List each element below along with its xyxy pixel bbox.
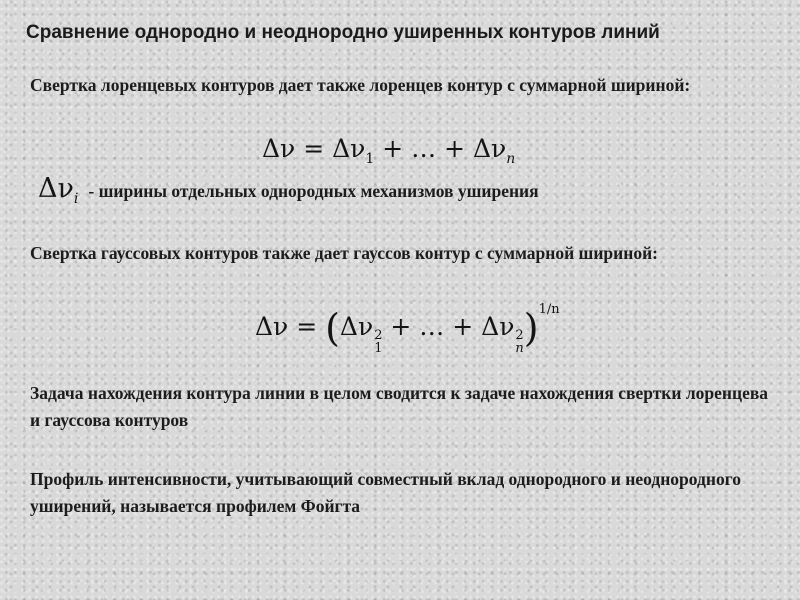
delta-nu-i-symbol: $\Delta\nu_i$: [38, 173, 79, 207]
width-definition-text: - ширины отдельных однородных механизмов уширения: [88, 181, 539, 201]
formula2-middle: + … + Δν: [382, 312, 515, 341]
formula2-term1: Δν: [339, 312, 374, 341]
lorentz-width-formula: [262, 134, 515, 167]
gauss-width-formula: [255, 302, 560, 355]
lorentz-paragraph: Свертка лоренцевых контуров дает также лоренцев контур с суммарной шириной:: [30, 75, 691, 95]
formula1-lhs: Δν = Δν: [262, 134, 366, 163]
slide-title: Сравнение однородно и неоднородно уширенных контуров линий: [26, 22, 660, 43]
gauss-paragraph: Свертка гауссовых контуров также дает гауссов контур с суммарной шириной:: [30, 243, 658, 263]
formula2-paren-open: (: [325, 306, 340, 350]
convolution-task-paragraph: Задача нахождения контура линии в целом сводится к задаче нахождения свертки лоренцева и гауссова контуров: [30, 383, 769, 430]
formula2-exponent: 1/n: [538, 302, 560, 317]
formula2-paren-close: ): [523, 306, 539, 350]
formula1-middle: + … + Δν: [374, 134, 507, 163]
voigt-profile-paragraph: Профиль интенсивности, учитывающий совместный вклад однородного и неоднородного уширений, называется профилем Фойгта: [30, 469, 741, 516]
formula1-sub1: 1: [365, 151, 375, 167]
formula1-subn: n: [506, 151, 516, 167]
formula2-termn-indices: 2 n: [515, 328, 524, 356]
width-definition-row: [38, 173, 539, 207]
formula2-term1-indices: 2 1: [374, 328, 383, 356]
formula2-lhs: Δν =: [255, 312, 326, 341]
